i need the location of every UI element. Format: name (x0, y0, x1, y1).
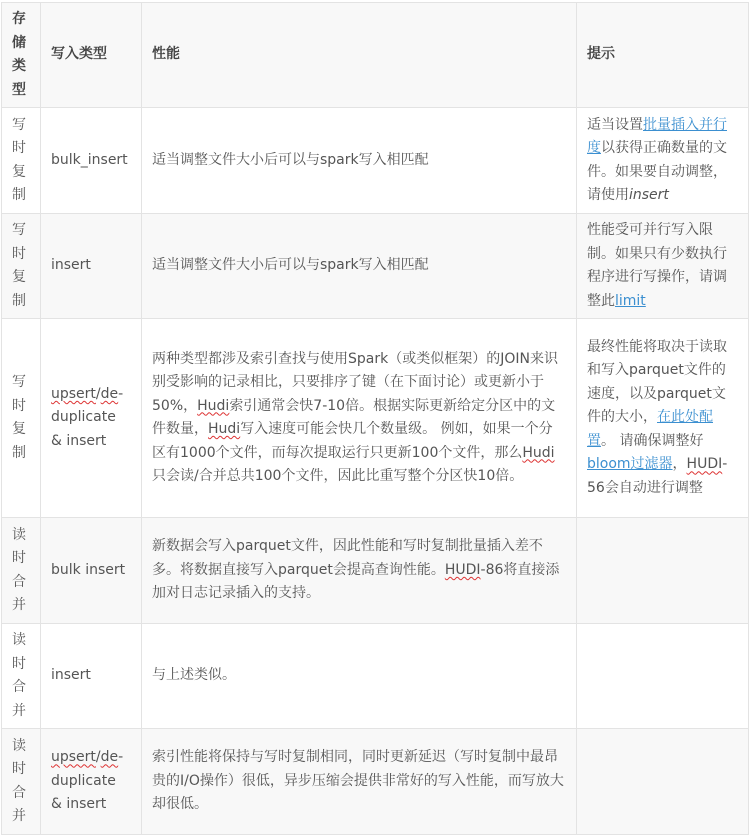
cell-write-type: insert (41, 214, 142, 319)
cell-tip: 最终性能将取决于读取和写入parquet文件的速度，以及parquet文件的大小，在此处配置。 请确保调整好bloom过滤器，HUDI-56会自动进行调整 (577, 319, 749, 518)
cell-storage: 写时复制 (2, 214, 41, 319)
cell-performance: 新数据会写入parquet文件，因此性能和写时复制批量插入差不多。将数据直接写入parquet会提高查询性能。HUDI-86将直接添加对日志记录插入的支持。 (142, 518, 577, 624)
cell-write-type: bulk_insert (41, 108, 142, 214)
configure-here-link[interactable]: 在此处配置 (587, 409, 713, 449)
cell-tip: 适当设置批量插入并行度以获得正确数量的文件。如果要自动调整，请使用insert (577, 108, 749, 214)
cell-storage: 读时合并 (2, 518, 41, 624)
cell-performance: 适当调整文件大小后可以与spark写入相匹配 (142, 108, 577, 214)
cell-performance: 与上述类似。 (142, 624, 577, 729)
cell-write-type: upsert/de-duplicate & insert (41, 729, 142, 835)
limit-link[interactable]: limit (615, 292, 646, 309)
cell-storage: 读时合并 (2, 624, 41, 729)
header-storage-type: 存储类型 (2, 3, 41, 108)
write-performance-table (1, 2, 749, 835)
table-row (2, 319, 749, 518)
cell-storage: 写时复制 (2, 108, 41, 214)
cell-write-type: insert (41, 624, 142, 729)
cell-performance: 索引性能将保持与写时复制相同，同时更新延迟（写时复制中最昂贵的I/O操作）很低，异步压缩会提供非常好的写入性能，而写放大却很低。 (142, 729, 577, 835)
bloom-filter-link[interactable]: bloom过滤器 (587, 456, 673, 473)
table-row (2, 729, 749, 835)
table-row (2, 108, 749, 214)
header-write-type: 写入类型 (41, 3, 142, 108)
cell-tip (577, 729, 749, 835)
table-row (2, 624, 749, 729)
cell-write-type: bulk insert (41, 518, 142, 624)
cell-tip (577, 518, 749, 624)
cell-performance: 两种类型都涉及索引查找与使用Spark（或类似框架）的JOIN来识别受影响的记录相比，只要排序了键（在下面讨论）或更新小于50%，Hudi索引通常会快7-10倍。根据实际更新给定分区中的文件数量，Hudi写入速度可能会快几个数量级。 例如，如果一个分区有1000个文件，而每次提取运行只更新100个文件，那么Hudi只会读/合并总共100个文件，因此比重写整个分区快10倍。 (142, 319, 577, 518)
cell-storage: 读时合并 (2, 729, 41, 835)
cell-tip: 性能受可并行写入限制。如果只有少数执行程序进行写操作，请调整此limit (577, 214, 749, 319)
table-row (2, 214, 749, 319)
header-tips: 提示 (577, 3, 749, 108)
cell-write-type: upsert/de-duplicate & insert (41, 319, 142, 518)
bulk-insert-parallelism-link[interactable]: 批量插入并行度 (587, 116, 727, 156)
cell-storage: 写时复制 (2, 319, 41, 518)
table-row (2, 518, 749, 624)
cell-performance: 适当调整文件大小后可以与spark写入相匹配 (142, 214, 577, 319)
cell-tip (577, 624, 749, 729)
table-header-row (2, 3, 749, 108)
header-performance: 性能 (142, 3, 577, 108)
